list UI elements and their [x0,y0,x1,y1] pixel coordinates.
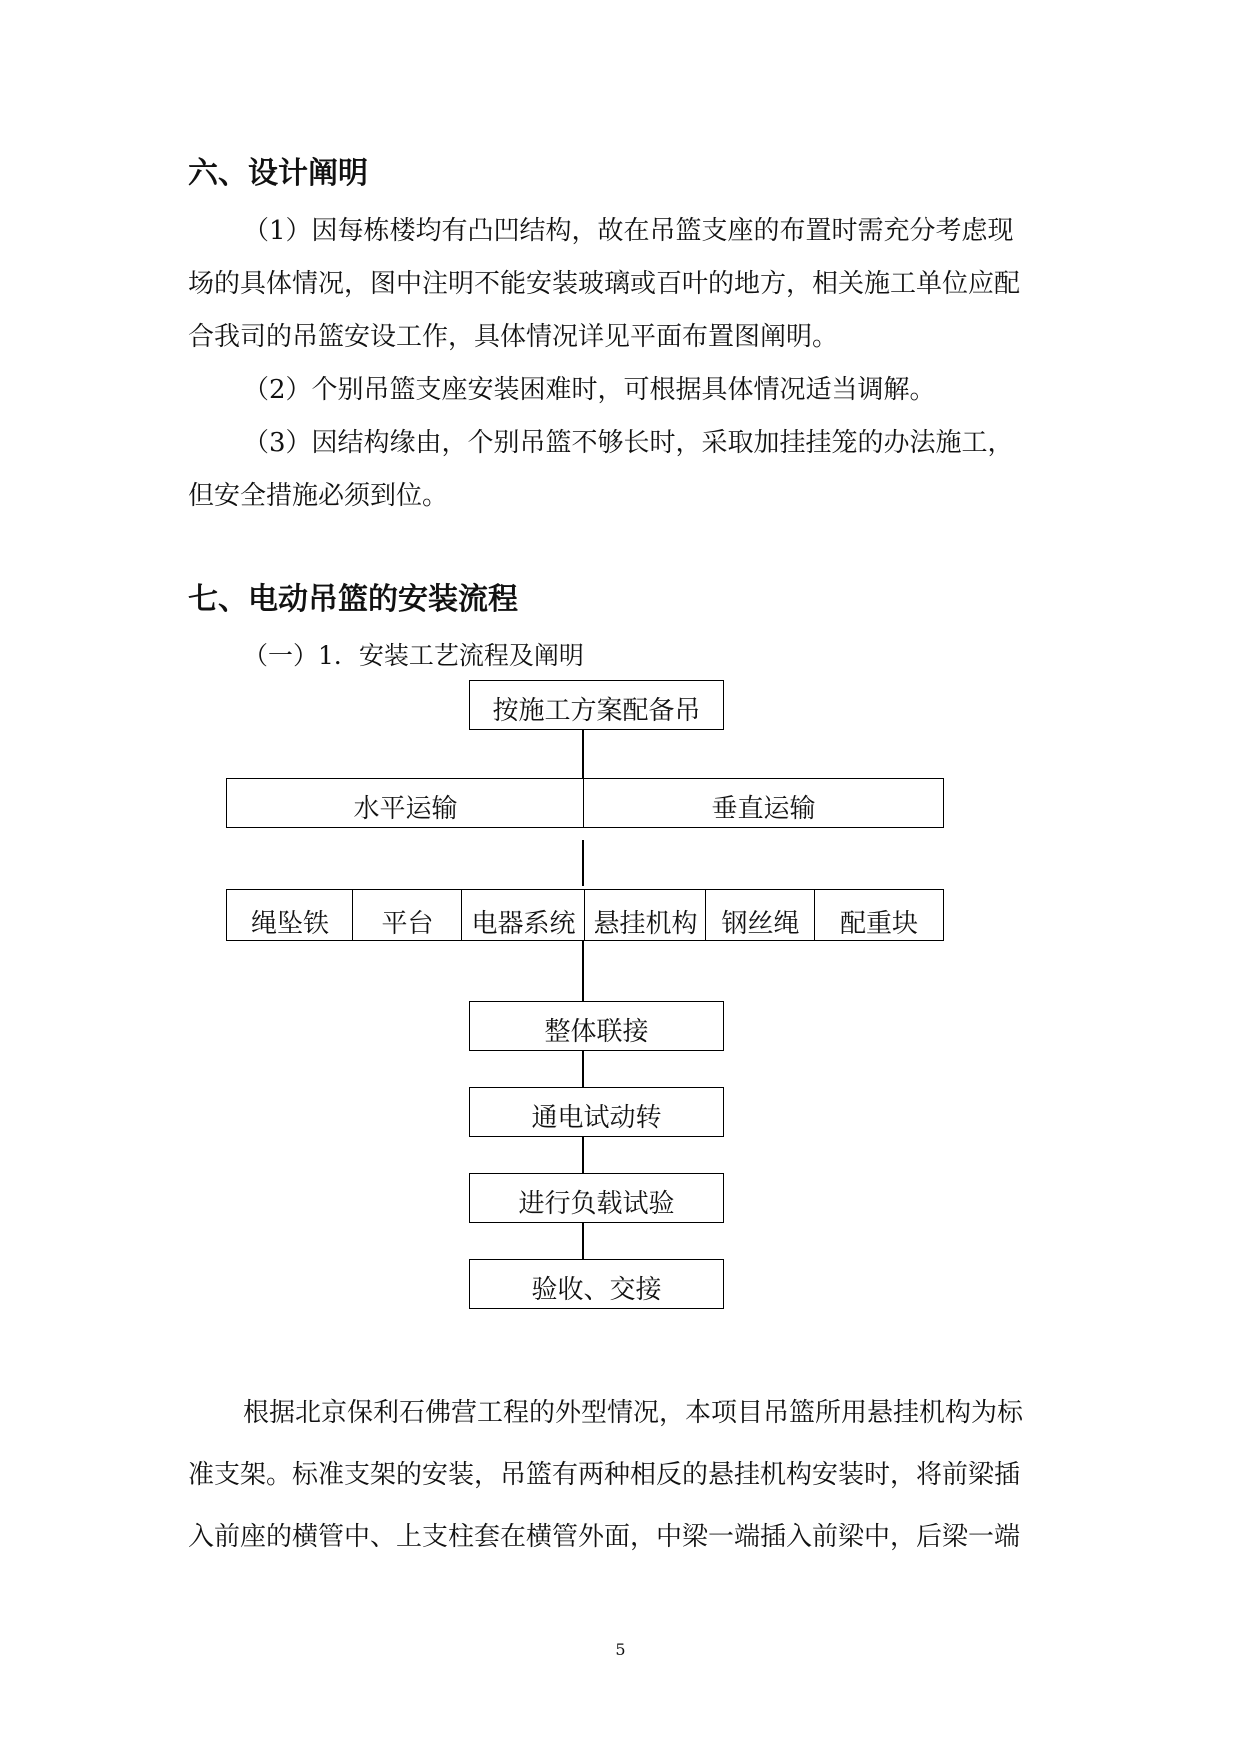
paragraph-line: （2）个别吊篮支座安装困难时，可根据具体情况适当调解。 [243,375,936,405]
connector [582,730,584,778]
flow-step-label: 整体联接 [544,1017,649,1047]
paragraph-line: 场的具体情况，图中注明不能安装玻璃或百叶的地方，相关施工单位应配 [188,269,1021,299]
flow-step-label: 通电试动转 [531,1103,662,1133]
flow-step-label: 按施工方案配备吊 [492,696,701,726]
sub-heading: （一）1．安装工艺流程及阐明 [243,641,584,670]
paragraph-line: 合我司的吊篮安设工作，具体情况详见平面布置图阐明。 [188,322,839,352]
component-label: 配重块 [839,909,918,939]
page-number: 5 [615,1640,626,1659]
section-6-heading: 六、设计阐明 [188,156,368,191]
component-label: 悬挂机构 [593,909,698,939]
paragraph-line: 准支架。标准支架的安装，吊篮有两种相反的悬挂机构安装时，将前梁插 [188,1460,1021,1490]
component-cell [461,890,585,940]
flow-step-label: 进行负载试验 [518,1189,675,1219]
transport-vertical [583,779,943,827]
flow-step-acceptance [469,1259,724,1309]
connector [582,1223,584,1259]
connector [582,1137,584,1173]
transport-row [226,778,944,828]
component-label: 电器系统 [471,909,576,939]
component-label: 平台 [381,909,434,939]
connector [582,1051,584,1087]
component-cell [352,890,462,940]
component-cell [227,890,353,940]
component-cell [584,890,706,940]
flow-step-label: 验收、交接 [531,1275,662,1305]
section-7-heading: 七、电动吊篮的安装流程 [188,582,518,617]
transport-horizontal [227,779,584,827]
flow-step-power-test [469,1087,724,1137]
component-cell [705,890,815,940]
paragraph-line: 根据北京保利石佛营工程的外型情况，本项目吊篮所用悬挂机构为标 [243,1398,1024,1428]
component-cell [814,890,943,940]
transport-label: 水平运输 [353,794,458,824]
paragraph-line: （1）因每栋楼均有凸凹结构，故在吊篮支座的布置时需充分考虑现 [243,216,1014,246]
component-label: 钢丝绳 [721,909,800,939]
paragraph-line: 入前座的横管中、上支柱套在横管外面，中梁一端插入前梁中，后梁一端 [188,1522,1021,1552]
flow-step-prepare [469,680,724,730]
transport-label: 垂直运输 [711,794,816,824]
component-label: 绳坠铁 [250,909,329,939]
flow-step-load-test [469,1173,724,1223]
flow-step-connect [469,1001,724,1051]
components-row [226,889,944,941]
paragraph-line: （3）因结构缘由，个别吊篮不够长时，采取加挂挂笼的办法施工， [243,428,1014,458]
paragraph-line: 但安全措施必须到位。 [188,481,449,511]
connector [582,941,584,1001]
connector [582,840,584,886]
